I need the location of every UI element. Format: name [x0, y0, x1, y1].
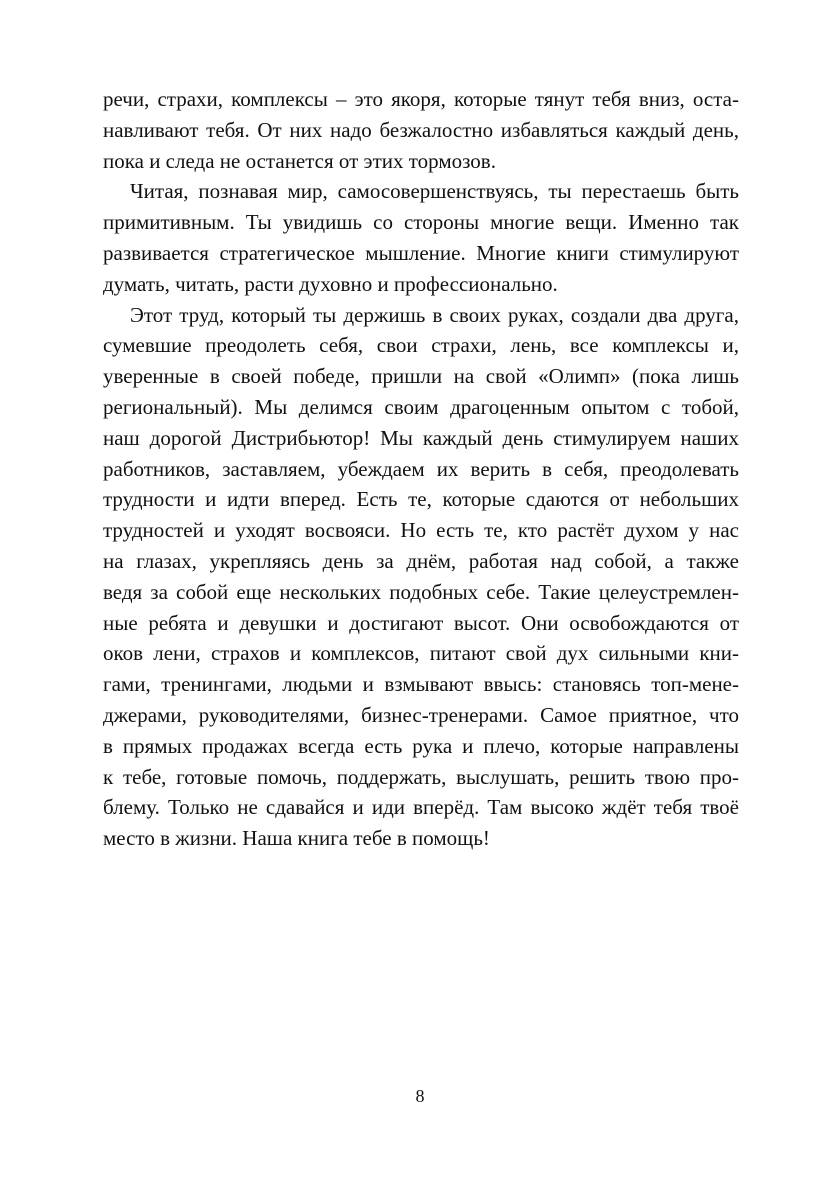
- text-line: на глазах, укрепляясь день за днём, работая над собой, а также: [103, 548, 739, 573]
- text-line: Этот труд, который ты держишь в своих руках, создали два друга,: [130, 302, 739, 327]
- text-line: работников, заставляем, убеждаем их верить в себя, преодолевать: [103, 456, 739, 481]
- text-line: наш дорогой Дистрибьютор! Мы каждый день стимулируем наших: [103, 425, 739, 450]
- body-text: [103, 84, 739, 854]
- text-line: примитивным. Ты увидишь со стороны многие вещи. Именно так: [103, 210, 739, 235]
- text-line: думать, читать, расти духовно и профессионально.: [103, 271, 558, 296]
- paragraph: [103, 300, 739, 854]
- text-line: место в жизни. Наша книга тебе в помощь!: [103, 826, 490, 851]
- paragraph: [103, 84, 739, 176]
- text-line: развивается стратегическое мышление. Многие книги стимулируют: [103, 240, 739, 265]
- page-number: 8: [415, 1086, 425, 1106]
- text-line: сумевшие преодолеть себя, свои страхи, лень, все комплексы и,: [103, 333, 739, 358]
- text-line: региональный). Мы делимся своим драгоценным опытом с тобой,: [103, 394, 739, 419]
- text-line: в прямых продажах всегда есть рука и плечо, которые направлены: [103, 733, 739, 758]
- text-line: оков лени, страхов и комплексов, питают свой дух сильными кни-: [103, 641, 739, 666]
- text-line: речи, страхи, комплексы – это якоря, которые тянут тебя вниз, оста-: [103, 87, 739, 111]
- text-line: навливают тебя. От них надо безжалостно избавляться каждый день,: [103, 117, 739, 142]
- text-line: трудностей и уходят восвояси. Но есть те, кто растёт духом у нас: [103, 518, 739, 543]
- text-line: к тебе, готовые помочь, поддержать, выслушать, решить твою про-: [103, 764, 739, 789]
- text-line: уверенные в своей победе, пришли на свой «Олимп» (пока лишь: [103, 364, 739, 389]
- text-line: гами, тренингами, людьми и взмывают ввысь: становясь топ-мене-: [103, 672, 739, 697]
- text-line: ведя за собой еще нескольких подобных себе. Такие целеустремлен-: [103, 579, 739, 604]
- text-line: ные ребята и девушки и достигают высот. Они освобождаются от: [103, 610, 739, 635]
- paragraph: [103, 176, 739, 299]
- text-line: трудности и идти вперед. Есть те, которые сдаются от небольших: [103, 487, 739, 512]
- text-line: джерами, руководителями, бизнес-тренерами. Самое приятное, что: [103, 702, 739, 727]
- text-line: блему. Только не сдавайся и иди вперёд. Там высоко ждёт тебя твоё: [103, 795, 739, 820]
- text-line: Читая, познавая мир, самосовершенствуясь, ты перестаешь быть: [130, 179, 739, 204]
- text-line: пока и следа не останется от этих тормозов.: [103, 148, 496, 173]
